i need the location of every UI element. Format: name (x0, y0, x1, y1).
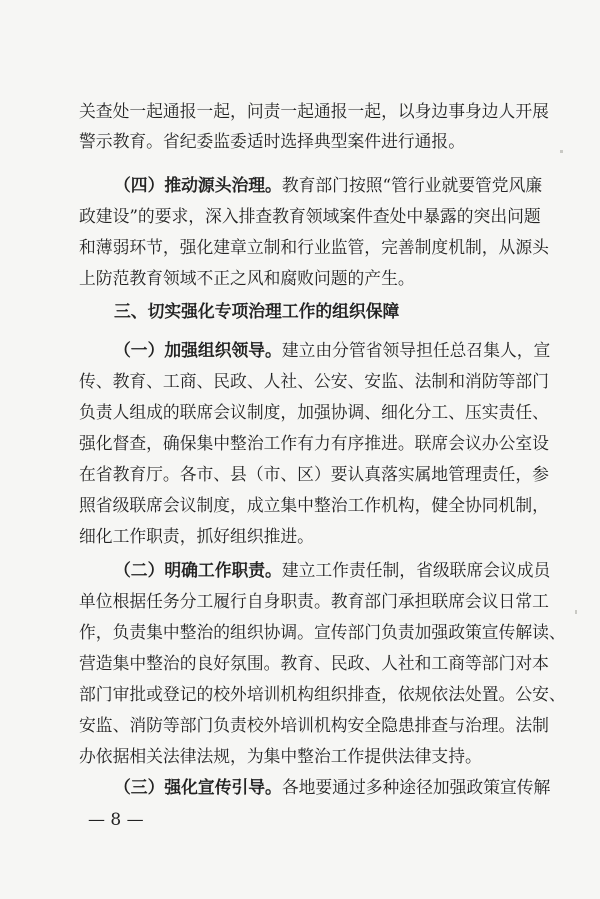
text-line: 作，负责集中整治的组织协调。宣传部门负责加强政策宣传解读、 (79, 622, 566, 642)
text-line: 营造集中整治的良好氛围。教育、民政、人社和工商等部门对本 (79, 653, 549, 673)
text-line: 关查处一起通报一起，问责一起通报一起，以身边事身边人开展 (79, 101, 549, 121)
text-line: 在省教育厅。各市、县（市、区）要认真落实属地管理责任，参 (79, 464, 549, 484)
section-lead-line: （一）加强组织领导。建立由分管省领导担任总召集人，宣 (114, 340, 551, 360)
text-line: 办依据相关法律法规，为集中整治工作提供法律支持。 (79, 746, 482, 766)
page-number: — 8 — (88, 810, 144, 830)
subsection-lead: （四）推动源头治理。 (114, 175, 282, 195)
text-line: 部门审批或登记的校外培训机构组织排查，依规依法处置。公安、 (79, 684, 566, 704)
text-line: 传、教育、工商、民政、人社、公安、安监、法制和消防等部门 (79, 371, 549, 391)
section-lead-line: （二）明确工作职责。建立工作责任制，省级联席会议成员 (114, 560, 551, 580)
text-line: 细化工作职责，抓好组织推进。 (79, 526, 314, 546)
subsection-lead: （一）加强组织领导。 (114, 340, 282, 360)
text-line: 单位根据任务分工履行自身职责。教育部门承担联席会议日常工 (79, 591, 549, 611)
section-lead-line: （三）强化宣传引导。各地要通过多种途径加强政策宣传解 (114, 777, 551, 797)
section-lead-line: （四）推动源头治理。教育部门按照“管行业就要管党风廉 (114, 175, 543, 195)
text-line: 照省级联席会议制度，成立集中整治工作机构，健全协同机制， (79, 495, 549, 515)
text-line: 安监、消防等部门负责校外培训机构安全隐患排查与治理。法制 (79, 715, 549, 735)
text-line: 强化督查，确保集中整治工作有力有序推进。联席会议办公室设 (79, 433, 549, 453)
scan-speck (560, 150, 563, 153)
subsection-lead: （二）明确工作职责。 (114, 560, 282, 580)
text-line: 和薄弱环节，强化建章立制和行业监管，完善制度机制，从源头 (79, 237, 549, 257)
section-heading: 三、切实强化专项治理工作的组织保障 (114, 301, 400, 321)
text-line: 警示教育。省纪委监委适时选择典型案件进行通报。 (79, 131, 465, 151)
subsection-lead: （三）强化宣传引导。 (114, 777, 282, 797)
scan-speck (575, 610, 577, 614)
text-line: 上防范教育领域不正之风和腐败问题的产生。 (79, 268, 415, 288)
text-line: 负责人组成的联席会议制度，加强协调、细化分工、压实责任、 (79, 402, 549, 422)
text-line: 政建设”的要求，深入排查教育领域案件查处中暴露的突出问题 (79, 206, 541, 226)
